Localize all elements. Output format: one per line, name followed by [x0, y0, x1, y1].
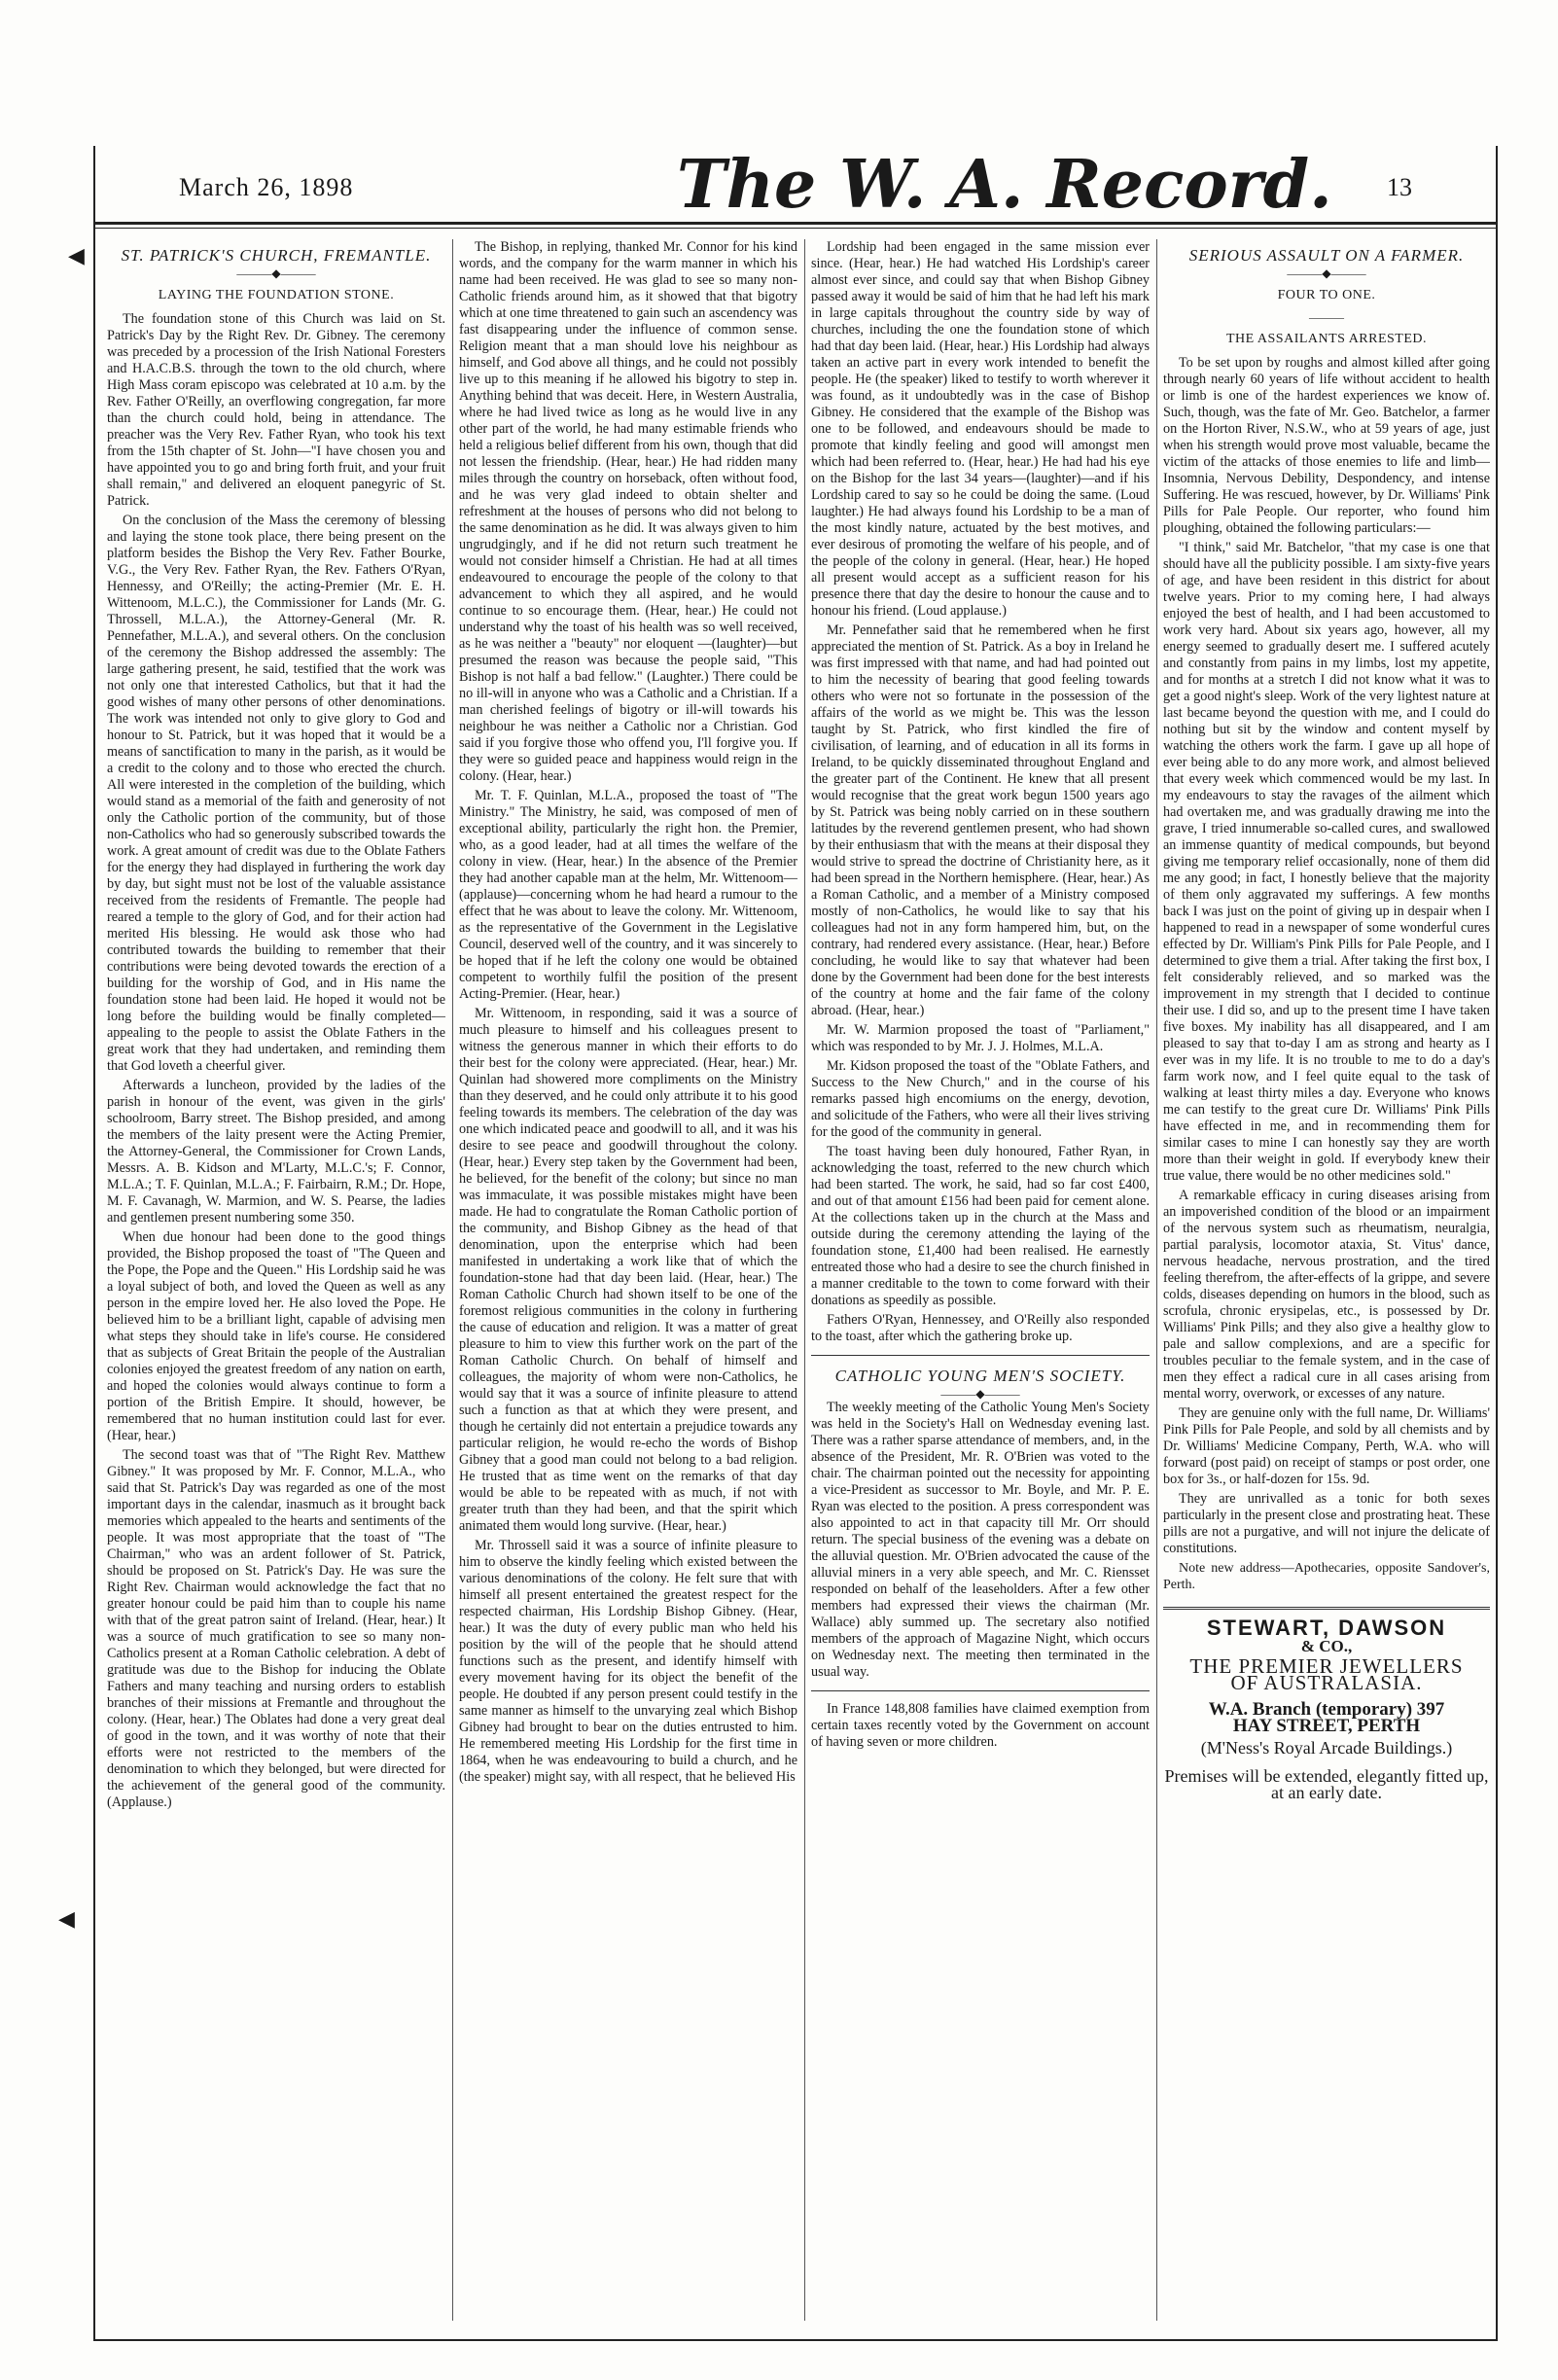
margin-mark-icon: ◀ [68, 243, 85, 267]
jeweller-advertisement [1163, 1607, 1490, 1801]
ad-tagline-2: OF AUSTRALASIA. [1230, 1671, 1423, 1694]
column-4 [1163, 239, 1490, 2321]
masthead [93, 146, 1498, 224]
article-paragraph: A remarkable efficacy in curing diseases arising from an impoverished condition of the blood or an impairment of the nervous system such as rheumatism, neuralgia, partial paralysis, locomotor ataxia, St. Vitus' dance, nervous headache, nervous prostration, and the tired feeling therefrom, the after-effects of la grippe, and severe colds, diseases depending on humors in the blood, such as scrofula, chronic erysipelas, etc., is possessed by Dr. Williams' Pink Pills; and they also give a healthy glow to pale and sallow complexions, and are a specific for troubles peculiar to the female system, and in the case of men they effect a radical cure in all cases arising from mental worry, overwork, or excesses of any nature. [1163, 1188, 1490, 1402]
article-paragraph: When due honour had been done to the good things provided, the Bishop proposed the toast of "The Queen and the Pope, the Pope and the Queen." His Lordship said he was a loyal subject of both, and loved the Queen as well as any person in the empire loved her. He also loved the Pope. He believed him to be a brilliant light, capable of advising men what steps they should take in life's course. He considered that as subjects of Great Britain the people of the Australian colonies enjoyed the greatest freedom of any nation on earth, and hoped the colonies would always continue to form a portion of the British Empire. It should, however, be remembered that no human institution could last for ever. (Hear, hear.) [107, 1229, 445, 1443]
news-note: In France 148,808 families have claimed exemption from certain taxes recently voted by the Government on account of having seven or more children. [811, 1701, 1150, 1750]
ornament-divider: ———◆——— [236, 266, 316, 280]
column-divider [804, 239, 805, 2321]
section-divider [811, 1355, 1150, 1356]
address-note: Note new address—Apothecaries, opposite Sandover's, Perth. [1163, 1561, 1490, 1592]
article-heading: CATHOLIC YOUNG MEN'S SOCIETY. [834, 1367, 1126, 1385]
article-paragraph: Afterwards a luncheon, provided by the ladies of the parish in honour of the event, was given in the girls' schoolroom, Barry street. The Bishop presided, and among the members of the laity present were the Acting Premier, the Attorney-General, the Commissioner for Crown Lands, Messrs. A. B. Kidson and M'Larty, M.L.C.'s; F. Connor, M.L.A.; T. F. Quinlan, M.L.A.; F. Fairbairn, R.M.; Dr. Hope, M. F. Cavanagh, W. Marmion, and W. S. Pearse, the ladies and gentlemen present numbering some 350. [107, 1078, 445, 1226]
column-divider [452, 239, 453, 2321]
article-paragraph: Fathers O'Ryan, Hennessey, and O'Reilly also responded to the toast, after which the gathering broke up. [811, 1312, 1150, 1344]
section-divider [811, 1690, 1150, 1691]
article-paragraph: "I think," said Mr. Batchelor, "that my case is one that should have all the publicity possible. I am sixty-five years of age, and have been resident in this district for about twelve years. Prior to my coming here, I had always enjoyed the best of health, and I had been accustomed to work very hard. About six years ago, however, all my energy seemed to gradually desert me. I suffered acutely and constantly from pains in my limbs, lost my appetite, and for months at a stretch I did not know what it was to get a good night's sleep. Work of the very lightest nature at last became beyond the question with me, and I could do nothing but sit by the window and content myself by watching the others work the farm. I gave up all hope of ever being able to do any more work, and almost believed that every week which commenced would be my last. In my endeavours to stay the ravages of the ailment which had overtaken me, and was gradually drawing me into the grave, I tried innumerable so-called cures, and swallowed an immense quantity of medical compounds, but beyond giving me temporary relief occasionally, none of them did me any good; in fact, I honestly believe that the majority of them only aggravated my sufferings. A few months back I was just on the point of giving up in despair when I happened to read in a newspaper of some wonderful cures effected by Dr. William's Pink Pills for Pale People, and I determined to give them a trial. After taking the first box, I felt considerably relieved, and so marked was the improvement in my strength that I decided to continue their use. I did so, and up to the present time I have taken five boxes. My inability has all disappeared, and I am pleased to say that to-day I am as strong and hearty as I ever was in my life. It is no trouble to me to do a day's farm work now, and I feel quite equal to the task of walking at least thirty miles a day. Everyone who knows me can testify to the great cure Dr. Williams' Pink Pills have effected in me, and in recommending them for similar cases to mine I can honestly say they are worth more than their weight in gold. If everybody knew their true value, there would be no other medicines sold." [1163, 540, 1490, 1184]
ad-branch: W.A. Branch (temporary) 397 [1208, 1699, 1445, 1720]
ad-street: HAY STREET, PERTH [1232, 1716, 1421, 1736]
article-subheading: THE ASSAILANTS ARRESTED. [1225, 332, 1428, 346]
ad-company-suffix: & CO., [1300, 1637, 1353, 1655]
ad-building: (M'Ness's Royal Arcade Buildings.) [1200, 1738, 1453, 1758]
article-paragraph: Mr. W. Marmion proposed the toast of "Parliament," which was responded to by Mr. J. J. Holmes, M.L.A. [811, 1022, 1150, 1054]
article-paragraph: Mr. Pennefather said that he remembered when he first appreciated the mention of St. Patrick. As a boy in Ireland he was first impressed with that name, and had had pointed out to him the necessity of bearing that good feeling towards others who were not so fortunate in the possession of the affairs of the world as we might be. This was the lesson taught by St. Patrick, who first kindled the fire of civilisation, of learning, and of education in all its forms in Ireland, to be quickly disseminated throughout England and the greater part of the Continent. He knew that all present would recognise that the great work begun 1500 years ago by St. Patrick was being nobly carried on in these southern latitudes by the reverend gentlemen present, who had shown by their enthusiasm that with the means at their disposal they would strive to spread the doctrine of Christianity here, as it had been spread in the Northern hemisphere. (Hear, hear.) As a Roman Catholic, and a member of a Ministry composed mostly of non-Catholics, he would like to say that his colleagues had not in any form hampered him, but, on the contrary, had rendered every assistance. (Hear, hear.) Before concluding, he would like to say that whatever had been done by the Government had been done for the best interests of the country at home and the fair fame of the colony abroad. (Hear, hear.) [811, 622, 1150, 1018]
ornament-divider: ———◆——— [1287, 266, 1366, 280]
column-2 [459, 239, 797, 2321]
masthead-rule [93, 222, 1498, 225]
article-paragraph: The toast having been duly honoured, Father Ryan, in acknowledging the toast, referred to the new church which had been started. The work, he said, had so far cost £400, and out of that amount £156 had been paid for cement alone. At the collections taken up in the church at the Mass and outside during the ceremony attending the laying of the foundation stone, £1,400 had been realised. He earnestly entreated those who had a desire to see the church finished in a manner creditable to the town to come forward with their donations as speedily as possible. [811, 1144, 1150, 1308]
ad-notice: Premises will be extended, elegantly fitted up, at an early date. [1164, 1766, 1489, 1802]
article-paragraph: The foundation stone of this Church was laid on St. Patrick's Day by the Right Rev. Dr. Gibney. The ceremony was preceded by a procession of the Irish National Foresters and H.A.C.B.S. through the town to the old church, where High Mass coram episcopo was celebrated at 10 a.m. by the Rev. Father O'Reilly, an overflowing congregation, far more than the church could hold, being in attendance. The preacher was the Very Rev. Father Ryan, who took his text from the 15th chapter of St. John—"I have chosen you and have appointed you to go and bring forth fruit, and your fruit shall remain," and delivered an eloquent panegyric of St. Patrick. [107, 311, 445, 509]
article-paragraph: They are unrivalled as a tonic for both sexes particularly in the present close and prostrating heat. These pills are not a purgative, and will not injure the delicate of constitutions. [1163, 1491, 1490, 1556]
column-divider [1156, 239, 1157, 2321]
article-heading: ST. PATRICK'S CHURCH, FREMANTLE. [121, 246, 432, 265]
article-subheading: LAYING THE FOUNDATION STONE. [158, 288, 395, 302]
article-paragraph: To be set upon by roughs and almost killed after going through nearly 60 years of life without accident to health or limb is one of the hardest experiences we know of. Such, though, was the fate of Mr. Geo. Batchelor, a farmer on the Horton River, N.S.W., who at 59 years of age, just when his strength would prove most valuable, became the victim of the attacks of those enemies to life and limb—Insomnia, Nervous Debility, Despondency, and intense Suffering. He was rescued, however, by Dr. Williams' Pink Pills for Pale People. Our reporter, who found him ploughing, obtained the following particulars:— [1163, 355, 1490, 536]
ornament-divider: ———◆——— [940, 1387, 1020, 1401]
page-number: 13 [1387, 173, 1412, 201]
column-1 [107, 239, 445, 2321]
article-paragraph: Mr. Kidson proposed the toast of the "Oblate Fathers, and Success to the New Church," and in the course of his remarks passed high encomiums on the energy, devotion, and solicitude of the Fathers, who were all their lives striving for the good of the community in general. [811, 1058, 1150, 1140]
article-paragraph: They are genuine only with the full name, Dr. Williams' Pink Pills for Pale People, and sold by all chemists and by Dr. Williams' Medicine Company, Perth, W.A. who will forward (post paid) on receipt of stamps or post order, one box for 3s., or half-dozen for 15s. 9d. [1163, 1405, 1490, 1487]
article-paragraph: The weekly meeting of the Catholic Young Men's Society was held in the Society's Hall on Wednesday evening last. There was a rather sparse attendance of members, and, in the absence of the President, Mr. R. O'Brien was voted to the chair. The chairman pointed out the necessity for appointing a vice-President as successor to Mr. Boyle, and Mr. P. E. Ryan was elected to the position. A press correspondent was also appointed to act in that capacity till Mr. Orr should return. The special business of the evening was a debate on the alluvial question. Mr. O'Brien advocated the cause of the alluvial miners in a very able speech, and Mr. C. Riensset responded on behalf of the leaseholders. After a few other members had expressed their views the chairman (Mr. Wallace) ably summed up. The secretary also notified members of the approach of Magazine Night, which occurs on Wednesday next. The meeting then terminated in the usual way. [811, 1400, 1150, 1680]
margin-mark-icon: ◀ [58, 1906, 75, 1931]
ornament-divider: ——— [1309, 310, 1344, 324]
newspaper-title: The W. A. Record. [677, 146, 1332, 224]
masthead-rule-thin [93, 228, 1498, 229]
article-paragraph: The second toast was that of "The Right Rev. Matthew Gibney." It was proposed by Mr. F. Connor, M.L.A., who said that St. Patrick's Day was regarded as one of the most important days in the calendar, inasmuch as it brought back memories which appealed to the hearts and sentiments of the people. It was most appropriate that the toast of "The Chairman," who was an ardent follower of St. Patrick, should be proposed on St. Patrick's Day. He was sure the Right Rev. Chairman would acknowledge the fact that no greater honour could be paid him than to couple his name with that of the great patron saint of Ireland. (Hear, hear.) It was a source of much gratification to see so many non-Catholics present at a Roman Catholic celebration. A debt of gratitude was due to the Bishop for inducing the Oblate Fathers and many teaching and nursing orders to establish branches of their missions at Fremantle and throughout the colony. (Hear, hear.) The Oblates had done a very great deal of good in the town, and it was worthy of note that their efforts were not restricted to the members of the denomination to which they belonged, but were directed for the achievement of the general good of the community. (Applause.) [107, 1447, 445, 1810]
article-paragraph: The Bishop, in replying, thanked Mr. Connor for his kind words, and the company for the warm manner in which his name had been received. He was glad to see so many non-Catholic friends around him, as it showed that that bigotry which at one time threatened to gain such an ascendency was fast disappearing under the influence of common sense. Religion meant that a man should love his neighbour as himself, and God above all things, and he could not possibly live up to this meaning if he allowed his bigotry to step in. Anything behind that was deceit. Here, in Western Australia, where he had lived twice as long as he would live in any other part of the world, he had many estimable friends who held a religious belief different from his own, though that did not lessen the friendship. (Hear, hear.) He had ridden many miles through the country on horseback, often without food, and he was very glad indeed to obtain shelter and refreshment at the houses of persons who did not belong to the same denomination as he did. It was always given to him ungrudgingly, and if he did not return such treatment he would not consider himself a Christian. He had at all times endeavoured to encourage the people of the colony to that advancement to which they all aspired, and he would continue to so encourage them. (Hear, hear.) He could not understand why the toast of his health was so well received, as he was neither a "beauty" nor eloquent —(laughter)—but presumed the reason was because the people said, "This Bishop is not half a bad fellow." (Laughter.) There could be no ill-will in anyone who was a Catholic and a Christian. If a man cherished feelings of bigotry or ill-will towards his neighbour he was neither a Catholic nor a Christian. God said if you forgive those who offend you, I'll forgive you. If they were so guided peace and happiness would reign in the colony. (Hear, hear.) [459, 239, 797, 784]
ad-company-name: STEWART, DAWSON [1206, 1616, 1447, 1640]
column-3 [811, 239, 1150, 2321]
article-heading: SERIOUS ASSAULT ON A FARMER. [1188, 246, 1465, 265]
article-paragraph: Mr. Throssell said it was a source of infinite pleasure to him to observe the kindly feeling which existed between the various denominations of the colony. He felt sure that with himself all present entertained the greatest respect for the respected chairman, His Lordship Bishop Gibney. (Hear, hear.) It was the duty of every public man who held his position by the will of the people that he should attend functions such as the present, and identify himself with every movement having for its object the benefit of the people. He doubted if any person present could testify in the same manner as himself to the unvarying zeal which Bishop Gibney had brought to bear on the duties entrusted to him. He remembered meeting His Lordship for the first time in 1864, when he was endeavouring to build a church, and he (the speaker) might say, with all respect, that he believed His [459, 1538, 797, 1785]
ad-tagline: THE PREMIER JEWELLERS [1189, 1654, 1464, 1678]
article-subheading: FOUR TO ONE. [1277, 288, 1376, 302]
article-paragraph: Mr. T. F. Quinlan, M.L.A., proposed the toast of "The Ministry." The Ministry, he said, was composed of men of exceptional ability, particularly the right hon. the Premier, who, as a good leader, had at all times the welfare of the colony in view. (Hear, hear.) In the absence of the Premier they had another capable man at the helm, Mr. Wittenoom—(applause)—concerning whom he had heard a rumour to the effect that he was about to leave the colony. Mr. Wittenoom, as the representative of the Government in the Legislative Council, deserved well of the country, and it was sincerely to be hoped that if he left the colony one would be obtained competent to worthily fulfil the position of the present Acting-Premier. (Hear, hear.) [459, 788, 797, 1002]
article-paragraph: Mr. Wittenoom, in responding, said it was a source of much pleasure to himself and his colleagues present to witness the generous manner in which their efforts to do their best for the colony were appreciated. (Hear, hear.) Mr. Quinlan had showered more compliments on the Ministry than they deserved, and he could only attribute it to his good feeling towards its members. The celebration of the day was one which indicated peace and goodwill to all, and it was his desire to see peace and goodwill throughout the colony. (Hear, hear.) Every step taken by the Government had been, he believed, for the benefit of the colony; but since no man was immaculate, it was possible mistakes might have been made. He had to congratulate the Roman Catholic portion of the community, and Bishop Gibney as the head of that denomination, upon the enterprise which had been manifested in undertaking a work like that of which the foundation-stone had that day been laid. (Hear, hear.) The Roman Catholic Church had shown itself to be one of the foremost religious communities in the colony in furthering the cause of education and religion. It was a matter of great pleasure to him to view this further work on the part of the Roman Catholic Church. On behalf of himself and colleagues, the majority of whom were non-Catholics, he would say that it was a source of infinite pleasure to attend such a function as that at which they were present, and though he certainly did not entertain a prejudice towards any particular religion, he would re-echo the words of Bishop Gibney that a good man could not belong to a bad religion. He trusted that as time went on the remarks of that day would be able to be repeated with as much, if not with greater truth than they had been, and that the spirit which animated them would long survive. (Hear, hear.) [459, 1006, 797, 1534]
article-paragraph: Lordship had been engaged in the same mission ever since. (Hear, hear.) He had watched His Lordship's career almost ever since, and could say that when Bishop Gibney passed away it would be said of him that he had left his mark in large capitals throughout the country side by way of churches, including the one the foundation stone of which had that day been laid. (Hear, hear.) His Lordship had always taken an active part in every work intended to benefit the people. He (the speaker) liked to testify to worth wherever it was found, as it undoubtedly was in the case of Bishop Gibney. He considered that the example of the Bishop was one to be followed, and endeavours should be made to promote that kindly feeling and good will amongst men which had been referred to. (Hear, hear.) He had had his eye on the Bishop for the last 34 years—(laughter)—and if his Lordship cared to say so he could be doing the same. (Loud laughter.) He had always found his Lordship to be a man of the most kindly nature, actuated by the best motives, and ever desirous of promoting the welfare of his people, and of the people of the colony in general. (Hear, hear.) He hoped all present would accept as a sufficient reason for his presence there that day the desire to honour the cause and to honour his friend. (Loud applause.) [811, 239, 1150, 619]
issue-date: March 26, 1898 [179, 173, 354, 201]
article-paragraph: On the conclusion of the Mass the ceremony of blessing and laying the stone took place, there being present on the platform besides the Bishop the Very Rev. Father Bourke, V.G., the Very Rev. Father Ryan, the Rev. Fathers O'Ryan, Hennessy, and O'Reilly; the acting-Premier (Mr. E. H. Wittenoom, M.L.C.), the Commissioner for Lands (Mr. G. Throssell, M.L.A.), the Attorney-General (Mr. R. Pennefather, M.L.A.), and several others. On the conclusion of the ceremony the Bishop addressed the assembly: The large gathering present, he said, testified that the work was not only one that interested Catholics, but that it had the good wishes of many other persons of other denominations. The work was intended not only to give glory to God and honour to St. Patrick, but it was hoped that it would be a means of sanctification to many in the parish, as it would be a credit to the colony and to those who erected the church. All were interested in the completion of the building, which would stand as a memorial of the faith and generosity of not only the Catholic portion of the community, but of those non-Catholics who had so generously subscribed towards the work. A great amount of credit was due to the Oblate Fathers for the energy they had displayed in furthering the work day by day, but sight must not be lost of the valuable assistance received from the residents of Fremantle. The people had reared a temple to the glory of God, and for their action had merited His blessing. He would ask those who had contributed towards the building to remember that their contributions were being devoted towards the erection of a building for the worship of God, and in His name the foundation stone had been laid. He hoped it would not be long before the building would be finally completed—appealing to the people to assist the Oblate Fathers in the great work that they had undertaken, and reminding them that God loveth a cheerful giver. [107, 513, 445, 1074]
